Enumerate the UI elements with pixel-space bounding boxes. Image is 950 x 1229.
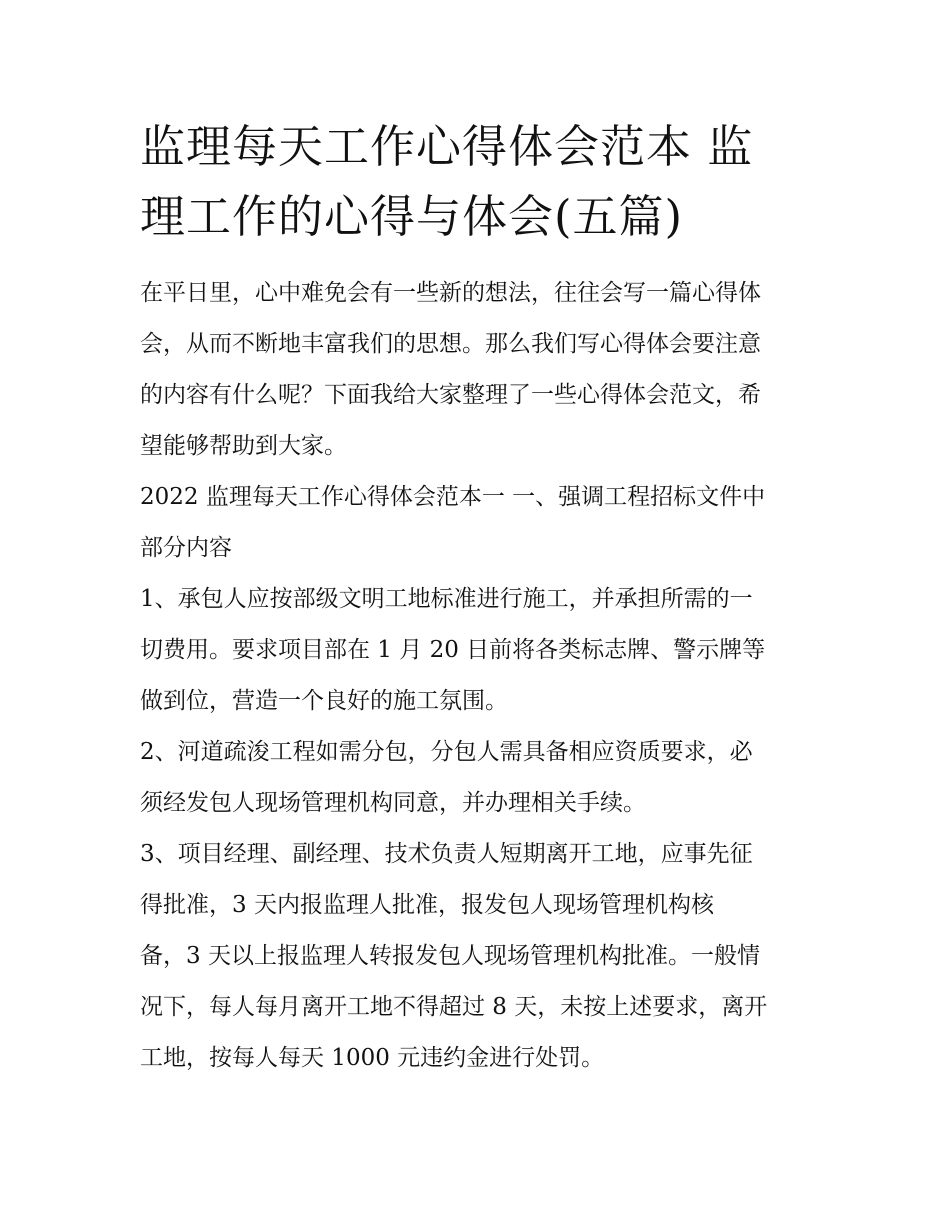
item-3-paragraph [140,829,812,1084]
paragraph-line: 会，从而不断地丰富我们的思想。那么我们写心得体会要注意 [140,331,761,357]
paragraph-line: 望能够帮助到大家。 [140,433,347,459]
paragraph-line: 部分内容 [140,535,232,561]
paragraph-line: 况下，每人每月离开工地不得超过 8 天，未按上述要求，离开 [140,994,768,1020]
paragraph-line: 须经发包人现场管理机构同意，并办理相关手续。 [140,790,646,816]
paragraph-line: 工地，按每人每天 1000 元违约金进行处罚。 [140,1045,605,1071]
paragraph-line: 3、项目经理、副经理、技术负责人短期离开工地，应事先征 [140,841,753,867]
paragraph-line: 做到位，营造一个良好的施工氛围。 [140,688,508,714]
item-1-paragraph [140,574,812,727]
paragraph-line: 切费用。要求项目部在 1 月 20 日前将各类标志牌、警示牌等 [140,637,766,663]
paragraph-line: 的内容有什么呢？下面我给大家整理了一些心得体会范文，希 [140,382,761,408]
paragraph-line: 在平日里，心中难免会有一些新的想法，往往会写一篇心得体 [140,280,761,306]
section-heading-paragraph [140,472,812,574]
intro-paragraph [140,268,812,472]
paragraph-line: 1、承包人应按部级文明工地标准进行施工，并承担所需的一 [140,586,753,612]
paragraph-line: 2、河道疏浚工程如需分包，分包人需具备相应资质要求，必 [140,739,753,765]
title-line: 理工作的心得与体会(五篇) [140,190,684,243]
paragraph-line: 备，3 天以上报监理人转报发包人现场管理机构批准。一般情 [140,943,760,969]
paragraph-line: 得批准，3 天内报监理人批准，报发包人现场管理机构核 [140,892,714,918]
title-line: 监理每天工作心得体会范本 监 [140,120,754,173]
document-title [140,112,812,252]
item-2-paragraph [140,727,812,829]
paragraph-line: 2022 监理每天工作心得体会范本一 一、强调工程招标文件中 [140,484,766,510]
document-page [140,112,812,1084]
